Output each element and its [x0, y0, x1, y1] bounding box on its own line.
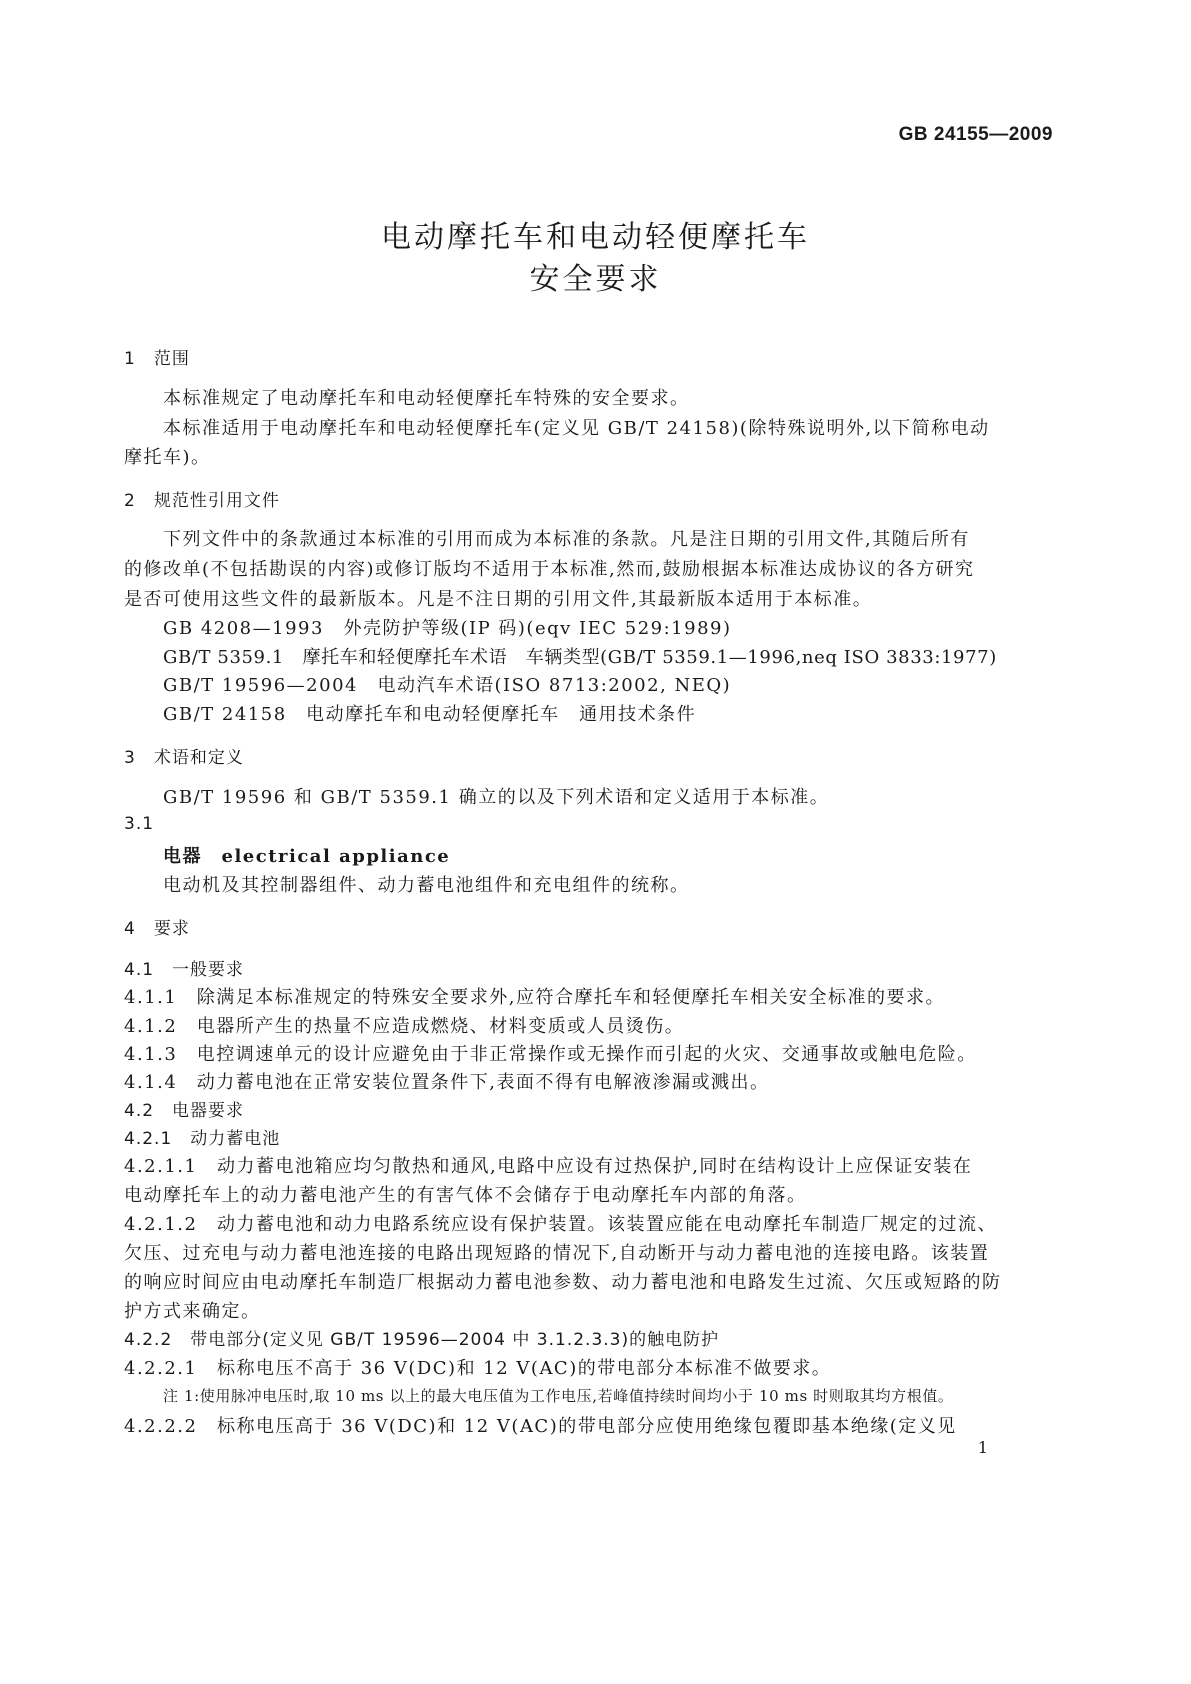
subsection-4-1: 4.1 一般要求 [124, 960, 245, 980]
clause-4-2-1-1-line-2: 电动摩托车上的动力蓄电池产生的有害气体不会储存于电动摩托车内部的角落。 [124, 1185, 807, 1206]
section-4-heading: 4 要求 [124, 919, 190, 939]
reference-item: GB 4208—1993 外壳防护等级(IP 码)(eqv IEC 529:1989) [163, 618, 732, 639]
clause-4-2-1-1-line-1: 4.2.1.1 动力蓄电池箱应均匀散热和通风,电路中应设有过热保护,同时在结构设计上应保证安装在 [124, 1156, 973, 1177]
clause-4-1-3: 4.1.3 电控调速单元的设计应避免由于非正常操作或无操作而引起的火灾、交通事故或触电危险。 [124, 1044, 977, 1065]
clause-4-2-2-2: 4.2.2.2 标称电压高于 36 V(DC)和 12 V(AC)的带电部分应使用绝缘包覆即基本绝缘(定义见 [124, 1416, 957, 1437]
term-number: 3.1 [124, 814, 155, 834]
document-title-line1: 电动摩托车和电动轻便摩托车 [381, 220, 810, 255]
clause-4-2-1-2-line-4: 护方式来确定。 [124, 1301, 261, 1322]
subsection-4-2: 4.2 电器要求 [124, 1101, 245, 1121]
section-1-para-2-line-2: 摩托车)。 [124, 447, 211, 468]
section-2-heading: 2 规范性引用文件 [124, 491, 280, 511]
section-1-heading: 1 范围 [124, 349, 190, 369]
page-number: 1 [977, 1438, 988, 1457]
subsection-4-2-1: 4.2.1 动力蓄电池 [124, 1129, 281, 1149]
clause-4-1-2: 4.1.2 电器所产生的热量不应造成燃烧、材料变质或人员烫伤。 [124, 1016, 685, 1037]
document-title-line2: 安全要求 [529, 262, 662, 297]
clause-4-2-1-2-line-3: 的响应时间应由电动摩托车制造厂根据动力蓄电池参数、动力蓄电池和电路发生过流、欠压或短路的防 [124, 1272, 1002, 1293]
subsection-4-2-2: 4.2.2 带电部分(定义见 GB/T 19596—2004 中 3.1.2.3.3)的触电防护 [124, 1330, 720, 1350]
reference-item: GB/T 24158 电动摩托车和电动轻便摩托车 通用技术条件 [163, 704, 697, 725]
term-entry: 电器 electrical appliance [163, 846, 451, 867]
clause-4-1-4: 4.1.4 动力蓄电池在正常安装位置条件下,表面不得有电解液渗漏或溅出。 [124, 1072, 770, 1093]
section-2-para-line-2: 的修改单(不包括勘误的内容)或修订版均不适用于本标准,然而,鼓励根据本标准达成协议的各方研究 [124, 559, 975, 580]
section-2-para-line-3: 是否可使用这些文件的最新版本。凡是不注日期的引用文件,其最新版本适用于本标准。 [124, 589, 873, 610]
reference-item: GB/T 5359.1 摩托车和轻便摩托车术语 车辆类型(GB/T 5359.1—1996,neq ISO 3833:1977) [163, 647, 997, 668]
clause-4-2-1-2-line-1: 4.2.1.2 动力蓄电池和动力电路系统应设有保护装置。该装置应能在电动摩托车制造厂规定的过流、 [124, 1214, 997, 1235]
section-2-para-line-1: 下列文件中的条款通过本标准的引用而成为本标准的条款。凡是注日期的引用文件,其随后所有 [163, 529, 970, 550]
note-1: 注 1:使用脉冲电压时,取 10 ms 以上的最大电压值为工作电压,若峰值持续时间均小于 10 ms 时则取其均方根值。 [163, 1387, 954, 1405]
clause-4-1-1: 4.1.1 除满足本标准规定的特殊安全要求外,应符合摩托车和轻便摩托车相关安全标准的要求。 [124, 987, 946, 1008]
clause-4-2-1-2-line-2: 欠压、过充电与动力蓄电池连接的电路出现短路的情况下,自动断开与动力蓄电池的连接电路。该装置 [124, 1243, 990, 1264]
clause-4-2-2-1: 4.2.2.1 标称电压不高于 36 V(DC)和 12 V(AC)的带电部分本标准不做要求。 [124, 1358, 832, 1379]
section-3-heading: 3 术语和定义 [124, 748, 244, 768]
standard-number: GB 24155—2009 [898, 124, 1053, 145]
reference-item: GB/T 19596—2004 电动汽车术语(ISO 8713:2002, NEQ) [163, 675, 732, 696]
section-1-para-2-line-1: 本标准适用于电动摩托车和电动轻便摩托车(定义见 GB/T 24158)(除特殊说明外,以下简称电动 [163, 418, 990, 439]
section-1-para-1: 本标准规定了电动摩托车和电动轻便摩托车特殊的安全要求。 [163, 388, 690, 409]
section-3-para: GB/T 19596 和 GB/T 5359.1 确立的以及下列术语和定义适用于本标准。 [163, 787, 830, 808]
term-definition: 电动机及其控制器组件、动力蓄电池组件和充电组件的统称。 [163, 875, 690, 896]
